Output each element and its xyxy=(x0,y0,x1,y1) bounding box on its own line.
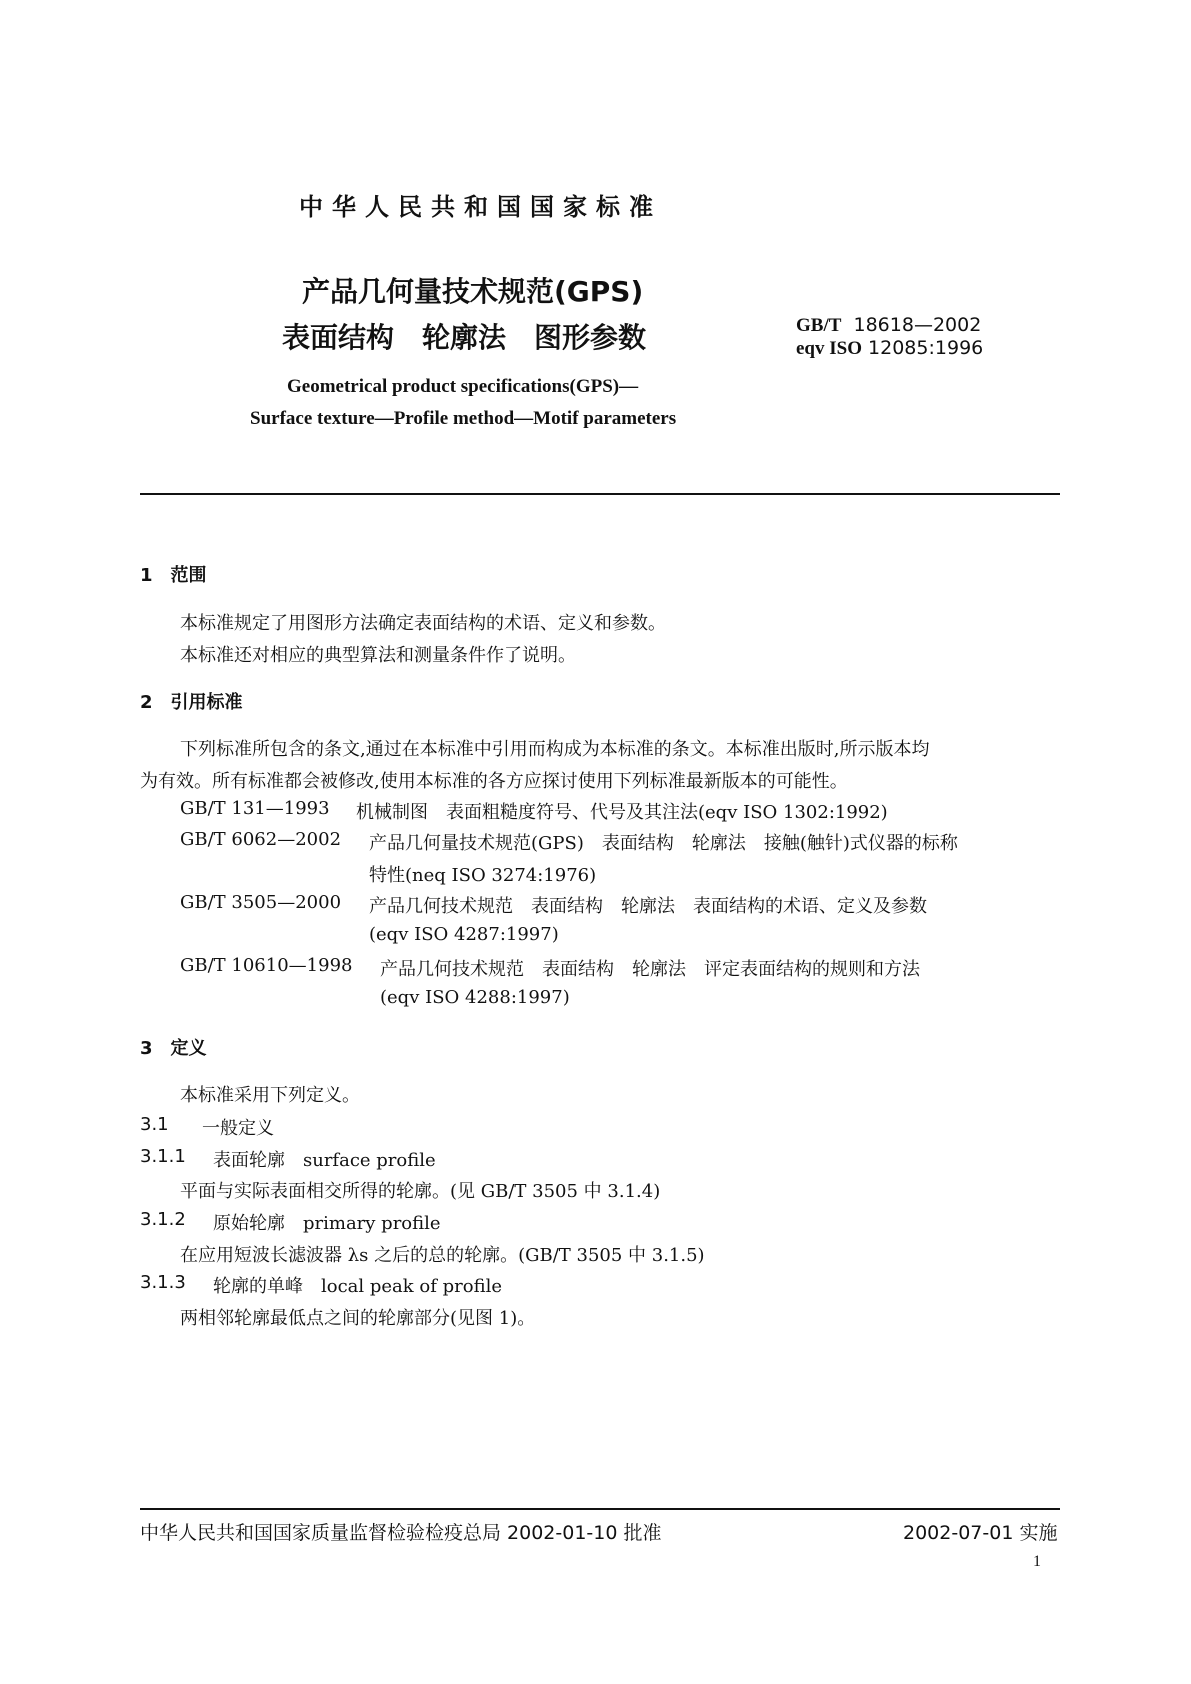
chinese-title-line-2: 表面结构 轮廓法 图形参数 xyxy=(282,321,647,354)
national-standard-title: 中华人民共和国国家标准 xyxy=(299,193,662,221)
definition-term: 原始轮廓 primary profile xyxy=(213,1213,441,1234)
reference-title: 产品几何技术规范 表面结构 轮廓法 评定表面结构的规则和方法 xyxy=(380,959,920,980)
reference-title-continued: (eqv ISO 4287:1997) xyxy=(369,924,559,945)
equivalent-prefix: eqv ISO xyxy=(796,338,862,359)
section-2-heading: 2 引用标准 xyxy=(140,692,243,713)
equivalent-standard xyxy=(796,337,983,360)
reference-code: GB/T 3505—2000 xyxy=(180,892,342,913)
section-3-paragraph: 本标准采用下列定义。 xyxy=(180,1085,360,1106)
definition-description: 在应用短波长滤波器 λs 之后的总的轮廓。(GB/T 3505 中 3.1.5) xyxy=(180,1245,705,1266)
implementation-date: 2002-07-01 实施 xyxy=(903,1522,1058,1544)
definition-description: 两相邻轮廓最低点之间的轮廓部分(见图 1)。 xyxy=(180,1308,536,1329)
section-1-paragraph-2: 本标准还对相应的典型算法和测量条件作了说明。 xyxy=(180,645,576,666)
standard-number-prefix: GB/T xyxy=(796,315,842,336)
section-2-paragraph-line-2: 为有效。所有标准都会被修改,使用本标准的各方应探讨使用下列标准最新版本的可能性。 xyxy=(140,771,848,792)
english-title-line-1: Geometrical product specifications(GPS)— xyxy=(287,376,639,397)
definition-term: 表面轮廓 surface profile xyxy=(213,1150,436,1171)
reference-title: 机械制图 表面粗糙度符号、代号及其注法(eqv ISO 1302:1992) xyxy=(356,802,888,823)
reference-title-continued: 特性(neq ISO 3274:1976) xyxy=(369,865,597,886)
reference-title-continued: (eqv ISO 4288:1997) xyxy=(380,987,570,1008)
section-1-heading: 1 范围 xyxy=(140,565,207,586)
footer-divider xyxy=(140,1508,1060,1510)
definition-number: 3.1.2 xyxy=(140,1209,186,1230)
reference-title: 产品几何技术规范 表面结构 轮廓法 表面结构的术语、定义及参数 xyxy=(369,896,927,917)
standard-number-value: 18618—2002 xyxy=(853,314,982,336)
standard-number xyxy=(796,314,983,337)
definition-number: 3.1 xyxy=(140,1114,169,1135)
standard-number-block xyxy=(796,314,983,360)
section-2-paragraph-line-1: 下列标准所包含的条文,通过在本标准中引用而构成为本标准的条文。本标准出版时,所示版本均 xyxy=(180,739,930,760)
definition-number: 3.1.3 xyxy=(140,1272,186,1293)
approval-statement: 中华人民共和国国家质量监督检验检疫总局 2002-01-10 批准 xyxy=(140,1522,662,1544)
equivalent-value: 12085:1996 xyxy=(868,337,984,359)
reference-code: GB/T 6062—2002 xyxy=(180,829,342,850)
reference-code: GB/T 131—1993 xyxy=(180,798,330,819)
definition-number: 3.1.1 xyxy=(140,1146,186,1167)
page-number: 1 xyxy=(1033,1553,1041,1570)
definition-term: 轮廓的单峰 local peak of profile xyxy=(213,1276,503,1297)
english-title-line-2: Surface texture—Profile method—Motif parameters xyxy=(250,408,677,429)
chinese-title-line-1: 产品几何量技术规范(GPS) xyxy=(302,275,644,308)
definition-description: 平面与实际表面相交所得的轮廓。(见 GB/T 3505 中 3.1.4) xyxy=(180,1181,661,1202)
definition-term: 一般定义 xyxy=(202,1118,274,1139)
section-1-paragraph-1: 本标准规定了用图形方法确定表面结构的术语、定义和参数。 xyxy=(180,613,666,634)
reference-code: GB/T 10610—1998 xyxy=(180,955,353,976)
reference-title: 产品几何量技术规范(GPS) 表面结构 轮廓法 接触(触针)式仪器的标称 xyxy=(369,833,958,854)
header-divider xyxy=(140,493,1060,495)
section-3-heading: 3 定义 xyxy=(140,1038,207,1059)
